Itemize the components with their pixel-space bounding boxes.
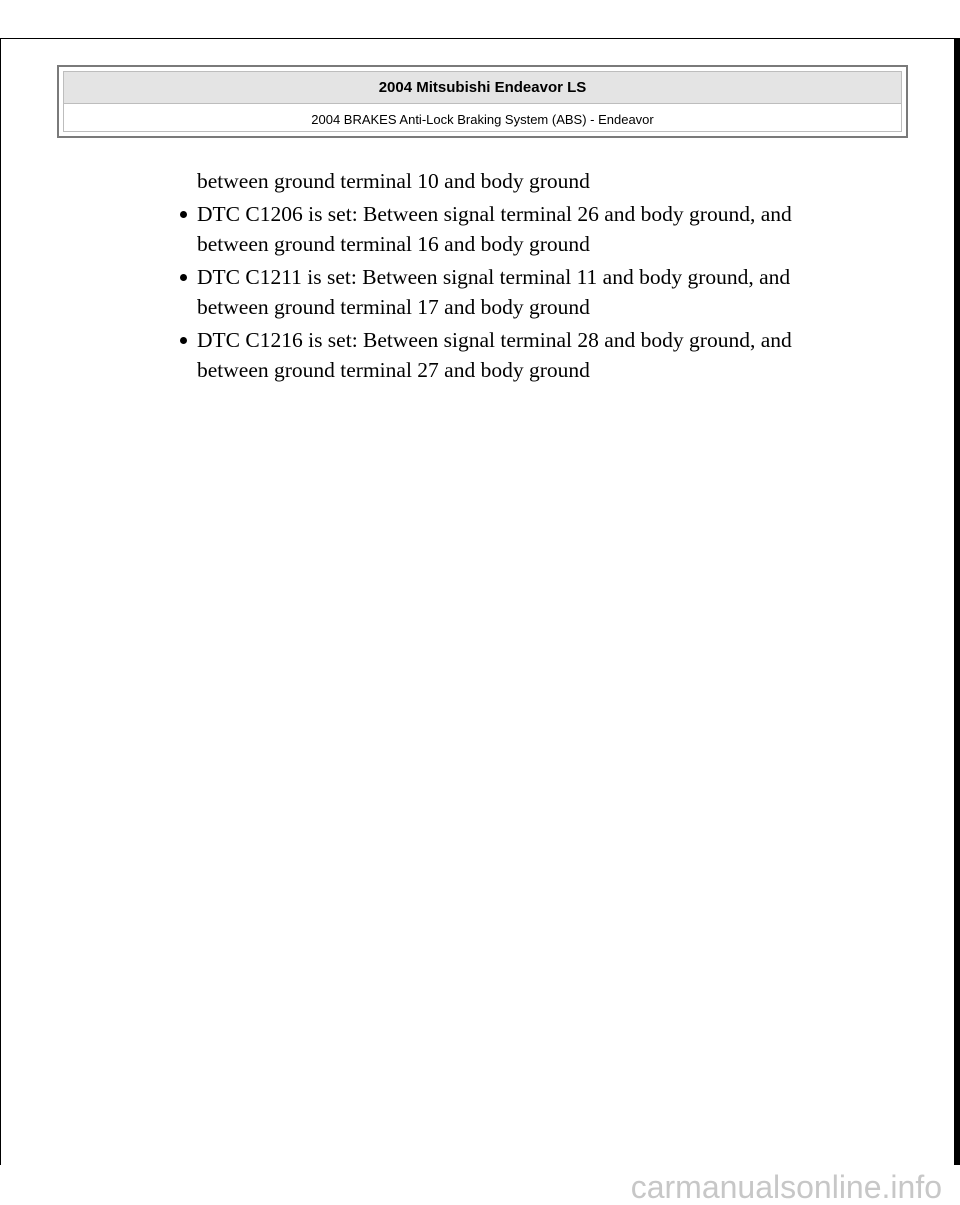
list-item-line-2: between ground terminal 27 and body ground: [197, 358, 590, 382]
list-item-line-2: between ground terminal 17 and body ground: [197, 295, 590, 319]
document-header: [57, 65, 908, 138]
page-edge-bar: [954, 38, 960, 1165]
header-title: 2004 Mitsubishi Endeavor LS: [64, 72, 901, 104]
bullet-icon: [180, 337, 187, 344]
bullet-icon: [180, 274, 187, 281]
bullet-icon: [180, 211, 187, 218]
list-item-line-1: DTC C1211 is set: Between signal terminal 11 and body ground, and: [197, 265, 791, 289]
list-item-line-1: DTC C1206 is set: Between signal terminal 26 and body ground, and: [197, 202, 792, 226]
footer-watermark: carmanualsonline.info: [630, 1169, 942, 1205]
continuation-line: between ground terminal 10 and body ground: [197, 169, 590, 193]
header-inner-frame: [63, 71, 902, 132]
list-item-line-1: DTC C1216 is set: Between signal terminal 28 and body ground, and: [197, 328, 792, 352]
list-item: [197, 199, 897, 259]
header-subtitle: 2004 BRAKES Anti-Lock Braking System (ABS) - Endeavor: [311, 112, 654, 127]
list-item: [197, 262, 897, 322]
list-item: [197, 325, 897, 385]
list-item-line-2: between ground terminal 16 and body ground: [197, 232, 590, 256]
document-content: [197, 166, 897, 388]
